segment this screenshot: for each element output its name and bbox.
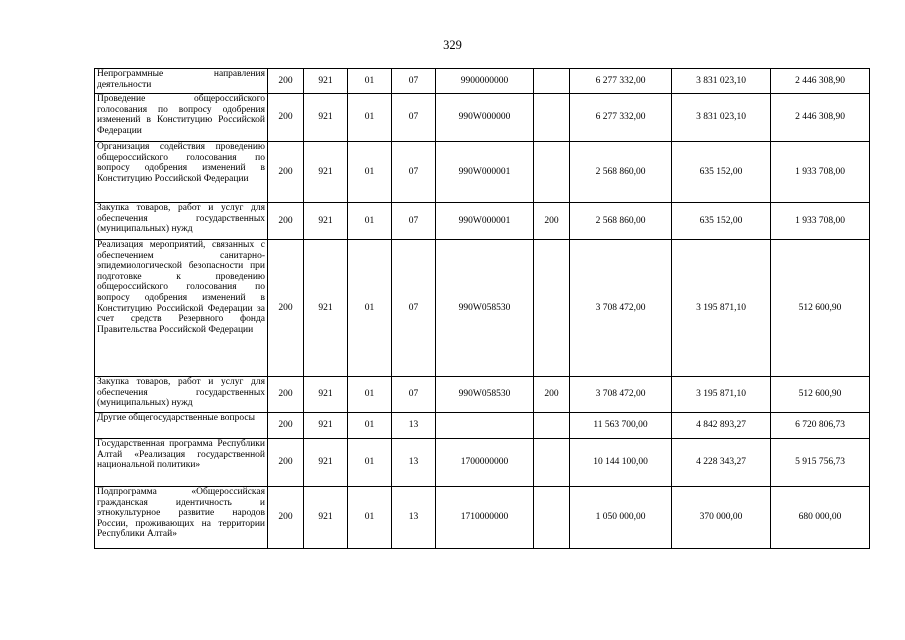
row-name: Закупка товаров, работ и услуг для обеспечения государственных (муниципальных) нужд [95,377,268,413]
row-name: Другие общегосударственные вопросы [95,413,268,439]
sum1-cell: 3 708 472,00 [570,240,672,377]
ved-cell: 200 [268,377,304,413]
ved-cell: 200 [268,203,304,240]
pr-cell: 01 [348,240,392,377]
row-name: Непрограммные направления деятельности [95,69,268,94]
ved-cell: 200 [268,240,304,377]
csr-cell: 990W058530 [436,377,534,413]
pr-cell: 01 [348,142,392,203]
sum3-cell: 512 600,90 [771,377,870,413]
pr-cell: 01 [348,94,392,142]
pr-cell: 01 [348,203,392,240]
csr-cell: 990W000001 [436,142,534,203]
row-name: Подпрограмма «Общероссийская гражданская идентичность и этнокультурное развитие народов России, проживающих на территории Республики Алтай» [95,487,268,549]
budget-table [94,68,870,549]
vr-cell: 200 [534,203,570,240]
sum2-cell: 3 831 023,10 [672,69,771,94]
table-row [95,413,870,439]
vr-cell [534,439,570,487]
csr-cell: 1710000000 [436,487,534,549]
pr-cell: 01 [348,413,392,439]
sum3-cell: 6 720 806,73 [771,413,870,439]
vr-cell [534,413,570,439]
sub-cell: 07 [392,69,436,94]
sum2-cell: 635 152,00 [672,142,771,203]
table-row [95,142,870,203]
csr-cell: 990W058530 [436,240,534,377]
ved-cell: 200 [268,439,304,487]
sum3-cell: 680 000,00 [771,487,870,549]
sum1-cell: 1 050 000,00 [570,487,672,549]
rz-cell: 921 [304,142,348,203]
pr-cell: 01 [348,487,392,549]
table-row [95,203,870,240]
sum3-cell: 2 446 308,90 [771,69,870,94]
sub-cell: 07 [392,377,436,413]
vr-cell [534,94,570,142]
sum1-cell: 6 277 332,00 [570,69,672,94]
table-row [95,487,870,549]
row-name: Закупка товаров, работ и услуг для обеспечения государственных (муниципальных) нужд [95,203,268,240]
sub-cell: 13 [392,487,436,549]
sum3-cell: 5 915 756,73 [771,439,870,487]
sum2-cell: 4 228 343,27 [672,439,771,487]
sum2-cell: 4 842 893,27 [672,413,771,439]
row-name: Организация содействия проведению общероссийского голосования по вопросу одобрения изменений в Конституцию Российской Федерации [95,142,268,203]
rz-cell: 921 [304,69,348,94]
rz-cell: 921 [304,439,348,487]
sub-cell: 07 [392,203,436,240]
csr-cell: 9900000000 [436,69,534,94]
vr-cell [534,487,570,549]
rz-cell: 921 [304,413,348,439]
ved-cell: 200 [268,487,304,549]
ved-cell: 200 [268,69,304,94]
sum1-cell: 10 144 100,00 [570,439,672,487]
sum2-cell: 370 000,00 [672,487,771,549]
table-row [95,94,870,142]
vr-cell [534,142,570,203]
sum1-cell: 2 568 860,00 [570,142,672,203]
row-name: Государственная программа Республики Алтай «Реализация государственной национальной политики» [95,439,268,487]
rz-cell: 921 [304,487,348,549]
csr-cell [436,413,534,439]
ved-cell: 200 [268,142,304,203]
row-name: Проведение общероссийского голосования по вопросу одобрения изменений в Конституцию Российской Федерации [95,94,268,142]
sum1-cell: 2 568 860,00 [570,203,672,240]
rz-cell: 921 [304,203,348,240]
sum1-cell: 3 708 472,00 [570,377,672,413]
rz-cell: 921 [304,240,348,377]
table-row [95,240,870,377]
sum3-cell: 512 600,90 [771,240,870,377]
sum2-cell: 3 195 871,10 [672,377,771,413]
table-row [95,439,870,487]
row-name: Реализация мероприятий, связанных с обеспечением санитарно-эпидемиологической безопасности при подготовке к проведению общероссийского голосования по вопросу одобрения изменений в Конституцию Российской Федерации за счет средств Резервного фонда Правительства Российской Федерации [95,240,268,377]
sub-cell: 07 [392,94,436,142]
table-row [95,377,870,413]
page-number: 329 [443,38,462,52]
rz-cell: 921 [304,377,348,413]
table-row [95,69,870,94]
vr-cell [534,240,570,377]
sum1-cell: 11 563 700,00 [570,413,672,439]
csr-cell: 990W000000 [436,94,534,142]
pr-cell: 01 [348,439,392,487]
sum2-cell: 3 831 023,10 [672,94,771,142]
sum2-cell: 3 195 871,10 [672,240,771,377]
rz-cell: 921 [304,94,348,142]
sum3-cell: 1 933 708,00 [771,142,870,203]
sub-cell: 13 [392,413,436,439]
csr-cell: 990W000001 [436,203,534,240]
sum3-cell: 1 933 708,00 [771,203,870,240]
pr-cell: 01 [348,69,392,94]
vr-cell [534,69,570,94]
ved-cell: 200 [268,413,304,439]
vr-cell: 200 [534,377,570,413]
pr-cell: 01 [348,377,392,413]
csr-cell: 1700000000 [436,439,534,487]
sub-cell: 07 [392,240,436,377]
sub-cell: 13 [392,439,436,487]
sum2-cell: 635 152,00 [672,203,771,240]
ved-cell: 200 [268,94,304,142]
sub-cell: 07 [392,142,436,203]
sum3-cell: 2 446 308,90 [771,94,870,142]
sum1-cell: 6 277 332,00 [570,94,672,142]
